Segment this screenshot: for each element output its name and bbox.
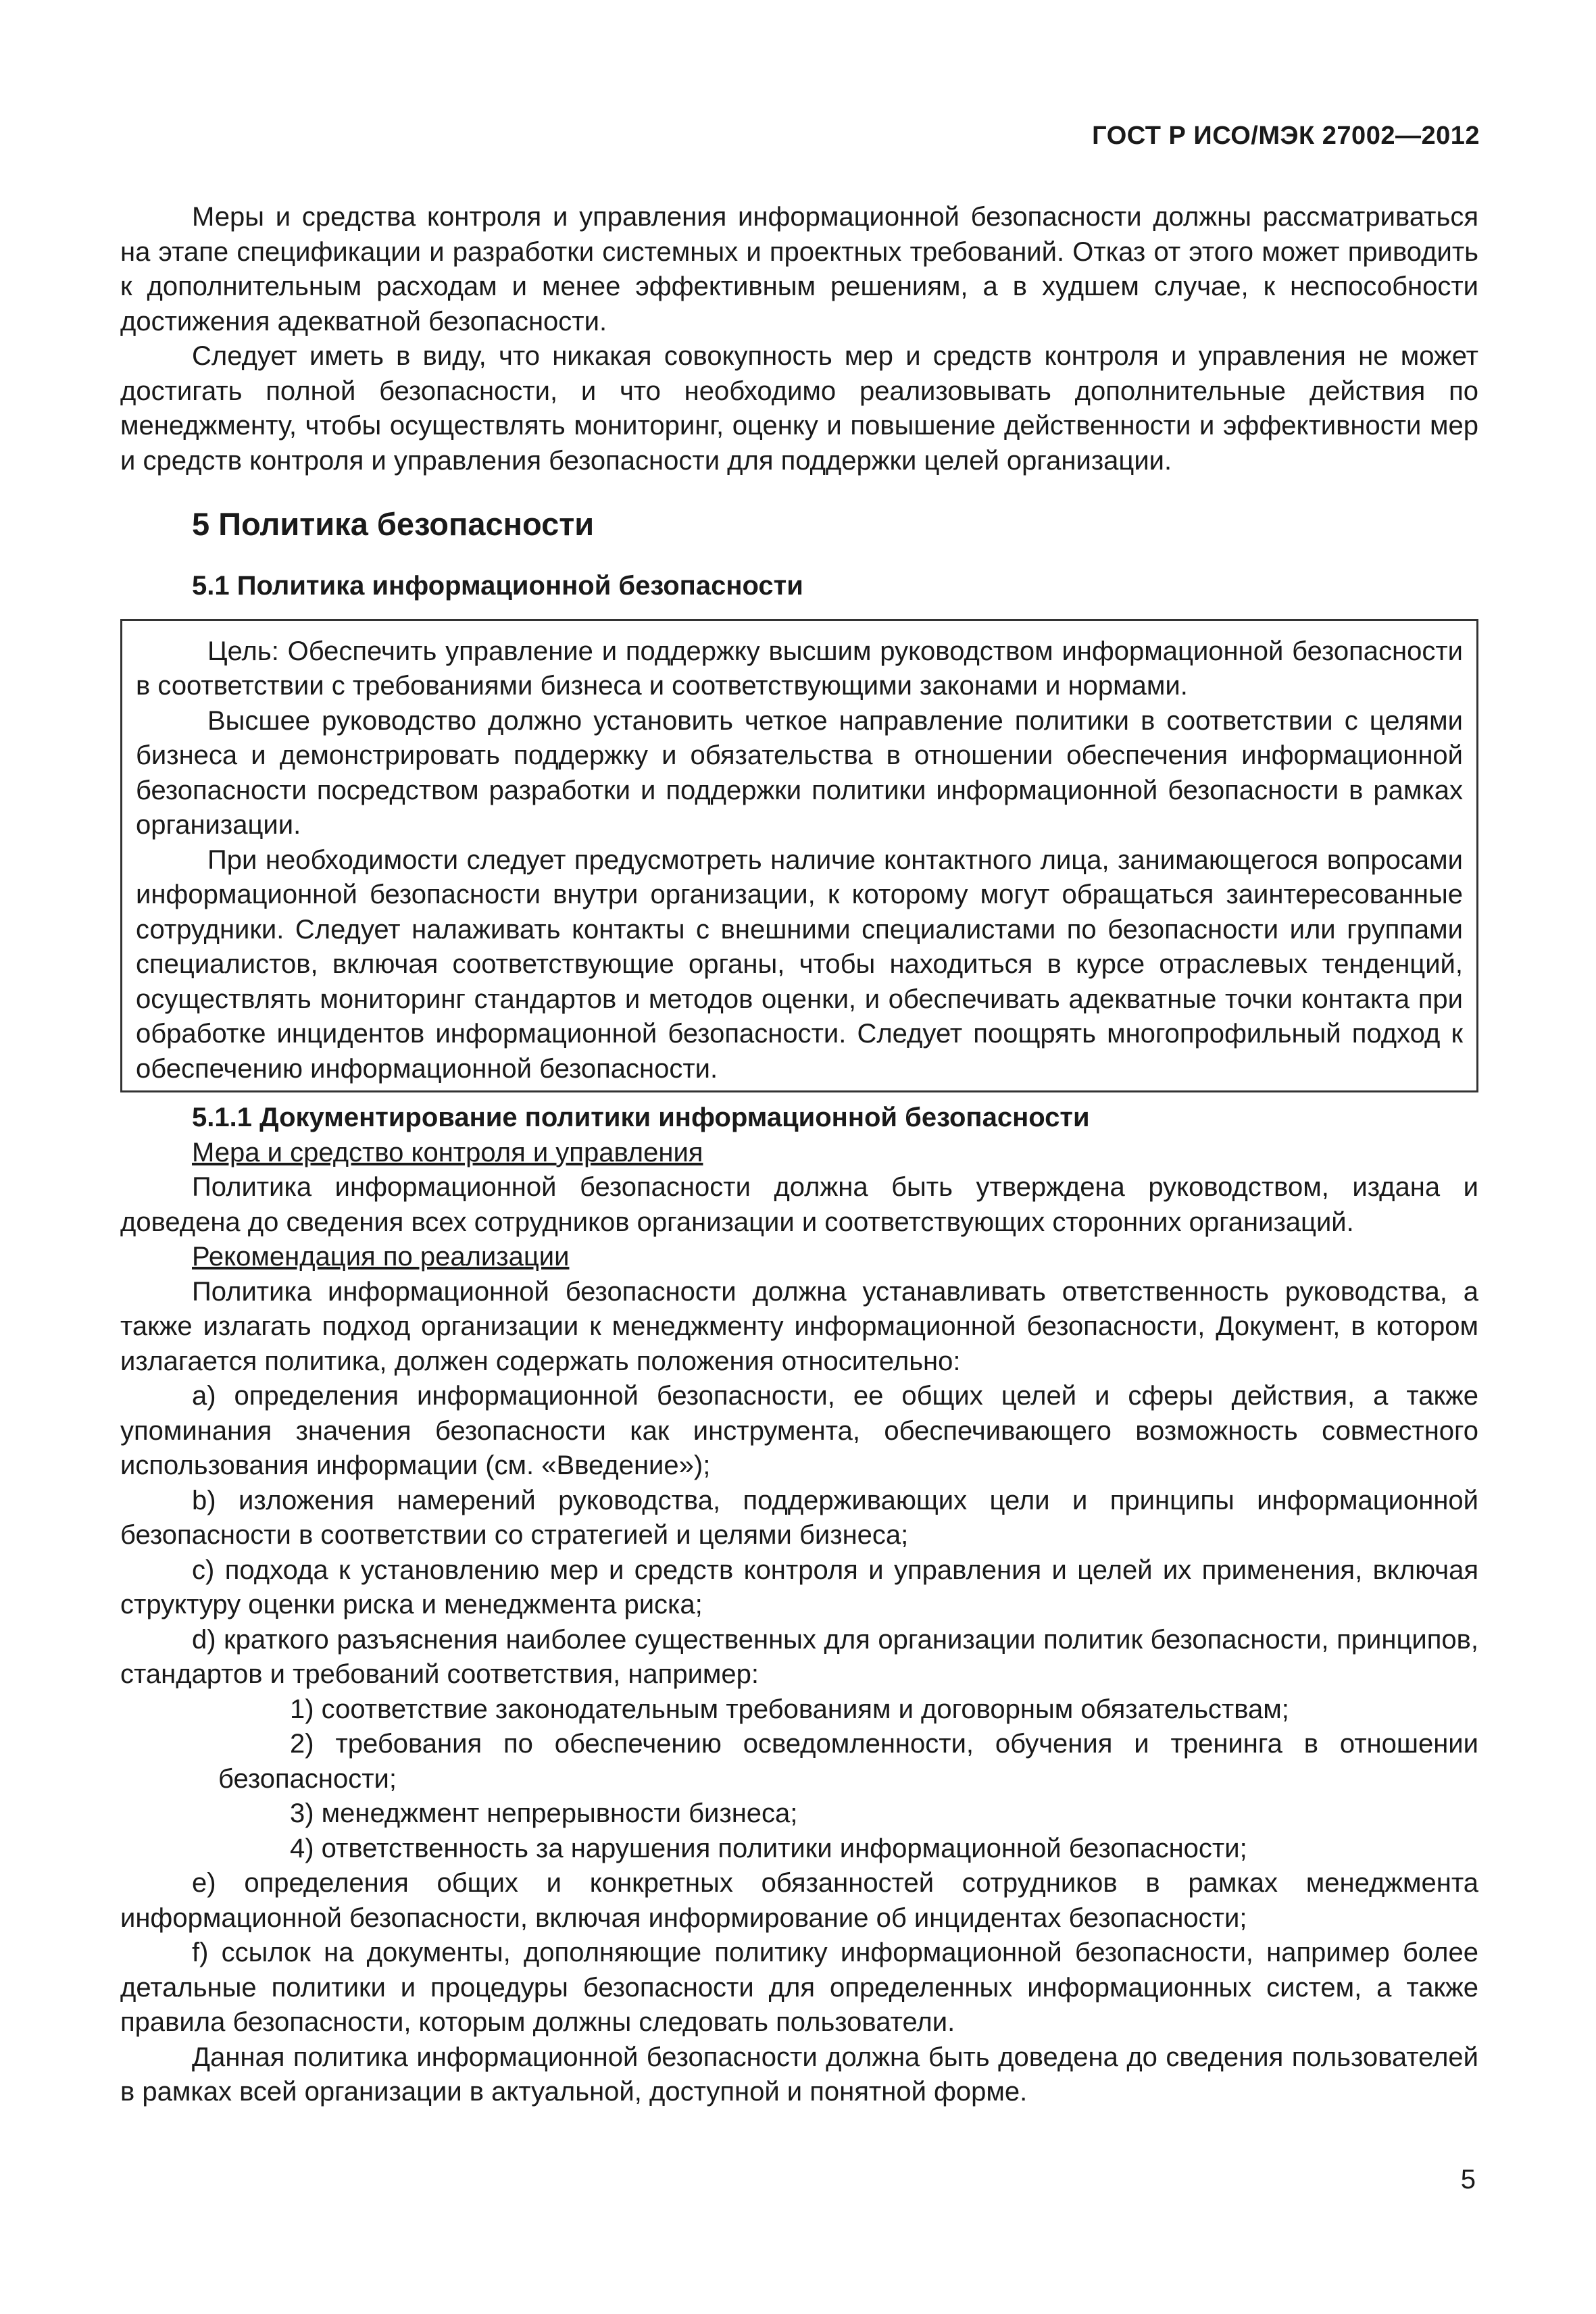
sub-list-item-1: 1) соответствие законодательным требованиям и договорным обязательствам;	[290, 1694, 1289, 1724]
section-5-1-title: 5.1 Политика информационной безопасности	[192, 571, 803, 601]
list-item-f: f) ссылок на документы, дополняющие политику информационной безопасности, например более детальные политики и процедуры безопасности для определенных информационных систем, а также правила безопасности, которым должны следовать пользователи.	[120, 1938, 1478, 2037]
guidance-text: Политика информационной безопасности должна устанавливать ответственность руководства, а также излагать подход организации к менеджменту информационной безопасности, Документ, в котором излагается политика, должен содержать положения относительно:	[120, 1276, 1478, 1376]
list-item-d: d) краткого разъяснения наиболее существенных для организации политик безопасности, принципов, стандартов и требований соответствия, например:	[120, 1624, 1478, 1689]
guidance-label: Рекомендация по реализации	[192, 1242, 570, 1272]
objective-box	[120, 619, 1478, 1093]
document-code-header: ГОСТ Р ИСО/МЭК 27002—2012	[1092, 122, 1480, 150]
section-5-title: 5 Политика безопасности	[192, 506, 595, 542]
intro-paragraph-2: Следует иметь в виду, что никакая совокупность мер и средств контроля и управления не может достигать полной безопасности, и что необходимо реализовывать дополнительные действия по менеджменту, чтобы осуществлять мониторинг, оценку и повышение действенности и эффективности мер и средств контроля и управления безопасности для поддержки целей организации.	[120, 341, 1478, 476]
list-item-e: e) определения общих и конкретных обязанностей сотрудников в рамках менеджмента информационной безопасности, включая информирование об инцидентах безопасности;	[120, 1868, 1478, 1933]
control-label: Мера и средство контроля и управления	[192, 1137, 703, 1167]
list-item-b: b) изложения намерений руководства, поддерживающих цели и принципы информационной безопасности в соответствии со стратегией и целями бизнеса;	[120, 1485, 1478, 1550]
section-5-1-1-title: 5.1.1 Документирование политики информационной безопасности	[192, 1103, 1090, 1132]
page-number: 5	[1460, 2165, 1476, 2194]
list-item-a: а) определения информационной безопасности, ее общих целей и сферы действия, а также упоминания значения безопасности как инструмента, обеспечивающего возможность совместного использования информации (см. «Введение»);	[120, 1381, 1478, 1480]
sub-list-item-2: 2) требования по обеспечению осведомленности, обучения и тренинга в отношении безопасности;	[218, 1729, 1478, 1794]
list-item-c: c) подхода к установлению мер и средств контроля и управления и целей их применения, включая структуру оценки риска и менеджмента риска;	[120, 1555, 1478, 1619]
document-body	[120, 200, 1478, 2110]
intro-paragraph-1: Меры и средства контроля и управления информационной безопасности должны рассматриваться на этапе спецификации и разработки системных и проектных требований. Отказ от этого может приводить к дополнительным расходам и менее эффективным решениям, а в худшем случае, к неспособности достижения адекватной безопасности.	[120, 202, 1478, 336]
sub-list-item-3: 3) менеджмент непрерывности бизнеса;	[290, 1799, 798, 1828]
final-paragraph: Данная политика информационной безопасности должна быть доведена до сведения пользователей в рамках всей организации в актуальной, доступной и понятной форме.	[120, 2042, 1478, 2107]
sub-list-item-4: 4) ответственность за нарушения политики информационной безопасности;	[290, 1833, 1247, 1863]
objective-paragraph-2: Высшее руководство должно установить четкое направление политики в соответствии с целями бизнеса и демонстрировать поддержку и обязательства в отношении обеспечения информационной безопасности посредством разработки и поддержки политики информационной безопасности в рамках организации.	[136, 705, 1463, 840]
objective-paragraph-1: Цель: Обеспечить управление и поддержку высшим руководством информационной безопасности в соответствии с требованиями бизнеса и соответствующими законами и нормами.	[136, 636, 1463, 701]
objective-paragraph-3: При необходимости следует предусмотреть наличие контактного лица, занимающегося вопросами информационной безопасности внутри организации, к которому могут обращаться заинтересованные сотрудники. Следует налаживать контакты с внешними специалистами по безопасности или группами специалистов, включая соответствующие органы, чтобы находиться в курсе отраслевых тенденций, осуществлять мониторинг стандартов и методов оценки, и обеспечивать адекватные точки контакта при обработке инцидентов информационной безопасности. Следует поощрять многопрофильный подход к обеспечению информационной безопасности.	[136, 845, 1463, 1084]
control-text: Политика информационной безопасности должна быть утверждена руководством, издана и доведена до сведения всех сотрудников организации и соответствующих сторонних организаций.	[120, 1172, 1478, 1237]
